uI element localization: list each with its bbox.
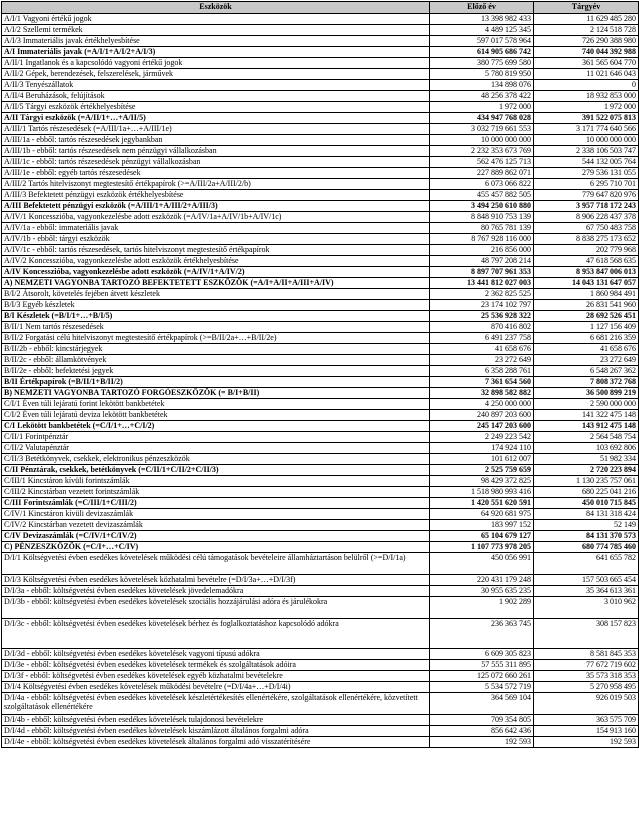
table-row [2,432,639,443]
row-previous-year-value: 216 856 000 [430,245,534,256]
row-label: A/III/1e - ebből: egyéb tartós részesedések [2,168,430,179]
table-row [2,344,639,355]
assets-table [1,1,639,748]
row-label: B/II/2 Forgatási célú hitelviszonyt megtestesítő értékpapírok (>=B/II/2a+…+B/II/2e) [2,333,430,344]
row-label: A/IV/1 Koncesszióba, vagyonkezelésbe adott eszközök (=A/IV/1a+A/IV/1b+A/IV/1c) [2,212,430,223]
row-previous-year-value: 2 362 825 525 [430,289,534,300]
row-label: B/II/2c - ebből: államkötvények [2,355,430,366]
row-previous-year-value: 23 272 649 [430,355,534,366]
row-label: C/II Pénztárak, csekkek, betétkönyvek (=C/II/1+C/II/2+C/II/3) [2,465,430,476]
row-current-year-value: 192 593 [534,737,639,748]
table-row [2,487,639,498]
table-row [2,597,639,619]
row-label: D/I/3e - ebből: költségvetési évben esedékes követelések termékek és szolgáltatások adóira [2,660,430,671]
row-label: C/II/2 Valutapénztár [2,443,430,454]
table-row [2,135,639,146]
row-current-year-value: 154 913 160 [534,726,639,737]
row-previous-year-value: 32 898 582 882 [430,388,534,399]
row-label: B/I/3 Egyéb készletek [2,300,430,311]
row-current-year-value: 8 581 845 353 [534,649,639,660]
row-label: A/IV/1c - ebből: tartós részesedések, tartós hitelviszonyt megtestesítő értékpapírok [2,245,430,256]
table-row [2,212,639,223]
row-label: D/I/4d - ebből: költségvetési évben esedékes követelések kiszámlázott általános forgalmi adóra [2,726,430,737]
row-current-year-value: 6 548 267 362 [534,366,639,377]
row-previous-year-value: 80 765 781 139 [430,223,534,234]
row-previous-year-value: 3 032 719 661 553 [430,124,534,135]
table-row [2,377,639,388]
row-label: A/III/1b - ebből: tartós részesedések nem pénzügyi vállalkozásban [2,146,430,157]
row-current-year-value: 202 779 968 [534,245,639,256]
row-previous-year-value: 364 569 104 [430,693,534,715]
table-row [2,157,639,168]
row-label: D/I/4b - ebből: költségvetési évben esedékes követelések tulajdonosi bevételekre [2,715,430,726]
table-row [2,69,639,80]
row-previous-year-value: 65 104 679 127 [430,531,534,542]
row-label: D/I/3 Költségvetési évben esedékes követelések közhatalmi bevételre (=D/I/3a+…+D/I/3f) [2,575,430,586]
row-previous-year-value: 30 955 635 235 [430,586,534,597]
row-label: A/IV/2 Koncesszióba, vagyonkezelésbe adott eszközök értékhelyesbítése [2,256,430,267]
row-previous-year-value: 6 491 237 758 [430,333,534,344]
row-current-year-value: 18 932 853 000 [534,91,639,102]
row-label: A) NEMZETI VAGYONBA TARTOZÓ BEFEKTETETT ESZKÖZÖK (=A/I+A/II+A/III+A/IV) [2,278,430,289]
table-row [2,102,639,113]
row-previous-year-value: 183 997 152 [430,520,534,531]
row-label: A/I/3 Immateriális javak értékhelyesbítése [2,36,430,47]
row-label: C/I Lekötött bankbetétek (=C/I/1+…+C/I/2) [2,421,430,432]
row-label: A/III/3 Befektetett pénzügyi eszközök értékhelyesbítése [2,190,430,201]
row-current-year-value: 143 912 475 148 [534,421,639,432]
row-current-year-value: 2 124 518 728 [534,25,639,36]
row-label: A/IV Koncesszióba, vagyonkezelésbe adott eszközök (=A/IV/1+A/IV/2) [2,267,430,278]
row-previous-year-value: 245 147 203 600 [430,421,534,432]
row-current-year-value: 2 564 548 754 [534,432,639,443]
table-row [2,586,639,597]
row-previous-year-value: 101 612 007 [430,454,534,465]
row-previous-year-value: 25 536 928 322 [430,311,534,322]
table-row [2,146,639,157]
row-previous-year-value: 709 354 805 [430,715,534,726]
row-current-year-value: 1 972 000 [534,102,639,113]
table-row [2,256,639,267]
row-current-year-value: 391 522 075 813 [534,113,639,124]
row-previous-year-value: 240 897 203 600 [430,410,534,421]
row-previous-year-value: 2 525 759 659 [430,465,534,476]
table-row [2,322,639,333]
table-row [2,58,639,69]
row-current-year-value: 36 500 899 219 [534,388,639,399]
table-row [2,36,639,47]
table-row [2,726,639,737]
table-row [2,14,639,25]
row-previous-year-value: 6 073 066 822 [430,179,534,190]
row-current-year-value: 35 364 613 361 [534,586,639,597]
row-label: B/I/2 Átsorolt, követelés fejében átvett készletek [2,289,430,300]
table-row [2,223,639,234]
row-label: C/III/2 Kincstárban vezetett forintszámlák [2,487,430,498]
row-previous-year-value: 6 609 305 823 [430,649,534,660]
row-current-year-value: 740 044 392 988 [534,47,639,58]
row-current-year-value: 51 982 334 [534,454,639,465]
row-current-year-value: 141 322 475 148 [534,410,639,421]
row-current-year-value: 14 043 131 647 057 [534,278,639,289]
row-label: C) PÉNZESZKÖZÖK (=C/I+…+C/IV) [2,542,430,553]
row-previous-year-value: 7 361 654 560 [430,377,534,388]
row-current-year-value: 41 658 676 [534,344,639,355]
row-previous-year-value: 8 848 910 753 139 [430,212,534,223]
row-current-year-value: 28 692 526 451 [534,311,639,322]
row-previous-year-value: 870 416 802 [430,322,534,333]
table-row [2,693,639,715]
row-previous-year-value: 1 107 773 978 205 [430,542,534,553]
row-label: A/III/1 Tartós részesedések (=A/III/1a+…+A/III/1e) [2,124,430,135]
table-row [2,553,639,575]
row-previous-year-value: 8 767 928 116 000 [430,234,534,245]
row-label: C/II/1 Forintpénztár [2,432,430,443]
row-current-year-value: 3 957 718 172 243 [534,201,639,212]
row-previous-year-value: 192 593 [430,737,534,748]
header-row [2,2,639,14]
row-label: C/IV/2 Kincstárban vezetett devizaszámlák [2,520,430,531]
table-row [2,388,639,399]
row-current-year-value: 47 618 568 635 [534,256,639,267]
row-current-year-value: 3 171 774 640 566 [534,124,639,135]
row-previous-year-value: 13 441 812 027 003 [430,278,534,289]
row-previous-year-value: 174 924 110 [430,443,534,454]
row-previous-year-value: 98 429 372 825 [430,476,534,487]
row-label: A/I Immateriális javak (=A/I/1+A/I/2+A/I/3) [2,47,430,58]
row-current-year-value: 450 010 715 845 [534,498,639,509]
table-row [2,649,639,660]
table-body [2,14,639,748]
table-row [2,520,639,531]
table-row [2,168,639,179]
row-label: D/I/3c - ebből: költségvetési évben esedékes követelések bérhez és foglalkoztatáshoz kapcsolódó adókra [2,619,430,649]
row-previous-year-value: 41 658 676 [430,344,534,355]
row-current-year-value: 157 503 665 454 [534,575,639,586]
row-label: B/I Készletek (=B/I/1+…+B/I/5) [2,311,430,322]
row-current-year-value: 26 831 541 960 [534,300,639,311]
table-row [2,619,639,649]
row-label: A/II/3 Tenyészállatok [2,80,430,91]
row-current-year-value: 1 127 156 409 [534,322,639,333]
row-label: A/III Befektetett pénzügyi eszközök (=A/III/1+A/III/2+A/III/3) [2,201,430,212]
row-previous-year-value: 455 457 882 505 [430,190,534,201]
row-previous-year-value: 2 249 223 542 [430,432,534,443]
table-row [2,333,639,344]
table-row [2,355,639,366]
row-previous-year-value: 3 494 250 610 880 [430,201,534,212]
header-previous-year: Előző év [430,2,534,14]
row-label: C/III Forintszámlák (=C/III/1+C/III/2) [2,498,430,509]
row-current-year-value: 6 681 216 359 [534,333,639,344]
table-row [2,682,639,693]
table-row [2,245,639,256]
row-current-year-value: 1 860 984 491 [534,289,639,300]
row-current-year-value: 67 750 483 758 [534,223,639,234]
table-row [2,509,639,520]
row-current-year-value: 2 590 000 000 [534,399,639,410]
row-previous-year-value: 64 920 681 975 [430,509,534,520]
row-label: A/II/4 Beruházások, felújítások [2,91,430,102]
row-label: C/IV Devizaszámlák (=C/IV/1+C/IV/2) [2,531,430,542]
header-current-year: Tárgyév [534,2,639,14]
row-current-year-value: 680 225 041 216 [534,487,639,498]
row-label: D/I/4e - ebből: költségvetési évben esedékes követelések általános forgalmi adó visszatérítésére [2,737,430,748]
row-current-year-value: 35 573 318 353 [534,671,639,682]
row-label: A/I/2 Szellemi termékek [2,25,430,36]
table-row [2,289,639,300]
table-row [2,421,639,432]
table-row [2,737,639,748]
row-label: B/II/2e - ebből: befektetési jegyek [2,366,430,377]
row-current-year-value: 308 157 823 [534,619,639,649]
row-previous-year-value: 220 431 179 248 [430,575,534,586]
table-row [2,399,639,410]
row-label: C/I/1 Éven túli lejáratú forint lekötött bankbetétek [2,399,430,410]
row-previous-year-value: 1 518 980 993 416 [430,487,534,498]
table-row [2,234,639,245]
row-label: A/II/1 Ingatlanok és a kapcsolódó vagyoni értékű jogok [2,58,430,69]
table-row [2,311,639,322]
table-row [2,715,639,726]
row-label: A/III/1a - ebből: tartós részesedések jegybankban [2,135,430,146]
table-row [2,660,639,671]
row-current-year-value: 641 655 782 [534,553,639,575]
table-row [2,124,639,135]
row-label: D/I/3b - ebből: költségvetési évben esedékes követelések szociális hozzájárulási adóra és járulékokra [2,597,430,619]
row-current-year-value: 1 130 235 757 061 [534,476,639,487]
table-row [2,476,639,487]
table-row [2,267,639,278]
row-previous-year-value: 562 476 125 713 [430,157,534,168]
row-current-year-value: 0 [534,80,639,91]
row-label: A/II/2 Gépek, berendezések, felszerelések, járművek [2,69,430,80]
row-current-year-value: 5 270 958 495 [534,682,639,693]
row-current-year-value: 77 672 719 602 [534,660,639,671]
row-previous-year-value: 450 056 991 [430,553,534,575]
row-current-year-value: 779 647 820 976 [534,190,639,201]
table-row [2,465,639,476]
table-row [2,179,639,190]
row-label: D/I/1 Költségvetési évben esedékes követelések működési célú támogatások bevételeire államháztartáson belülről (>=D/I/1a) [2,553,430,575]
row-label: A/IV/1a - ebből: immateriális javak [2,223,430,234]
table-row [2,91,639,102]
table-row [2,113,639,124]
row-current-year-value: 544 132 005 764 [534,157,639,168]
row-current-year-value: 6 295 710 701 [534,179,639,190]
row-current-year-value: 11 629 485 280 [534,14,639,25]
row-label: A/III/2 Tartós hitelviszonyt megtestesítő értékpapírok (>=A/III/2a+A/III/2/b) [2,179,430,190]
table-row [2,278,639,289]
row-previous-year-value: 13 398 982 433 [430,14,534,25]
row-label: A/II/5 Tárgyi eszközök értékhelyesbítése [2,102,430,113]
row-previous-year-value: 4 489 125 345 [430,25,534,36]
row-label: B/II/2b - ebből: kincstárjegyek [2,344,430,355]
row-label: C/IV/1 Kincstáron kívüli devizaszámlák [2,509,430,520]
row-current-year-value: 3 010 962 [534,597,639,619]
table-row [2,190,639,201]
row-label: A/II Tárgyi eszközök (=A/II/1+…+A/II/5) [2,113,430,124]
row-current-year-value: 8 838 275 173 652 [534,234,639,245]
row-previous-year-value: 2 232 353 673 769 [430,146,534,157]
row-previous-year-value: 236 363 745 [430,619,534,649]
row-current-year-value: 52 149 [534,520,639,531]
table-row [2,201,639,212]
row-previous-year-value: 57 555 311 895 [430,660,534,671]
table-row [2,454,639,465]
table-row [2,575,639,586]
table-row [2,366,639,377]
row-label: B) NEMZETI VAGYONBA TARTOZÓ FORGÓESZKÖZÖK (= B/I+B/II) [2,388,430,399]
row-previous-year-value: 1 902 289 [430,597,534,619]
row-current-year-value: 23 272 649 [534,355,639,366]
row-label: D/I/4a - ebből: költségvetési évben esedékes követelések készletértékesítés ellenértékére, szolgáltatások ellenértékére, közvetített szolgáltatások ellenértékére [2,693,430,715]
row-previous-year-value: 8 897 707 961 353 [430,267,534,278]
row-previous-year-value: 6 358 288 761 [430,366,534,377]
row-current-year-value: 279 536 131 055 [534,168,639,179]
table-row [2,47,639,58]
row-previous-year-value: 1 972 000 [430,102,534,113]
row-previous-year-value: 856 642 436 [430,726,534,737]
table-row [2,671,639,682]
row-previous-year-value: 380 775 699 580 [430,58,534,69]
row-current-year-value: 2 720 223 894 [534,465,639,476]
row-current-year-value: 8 953 847 006 013 [534,267,639,278]
row-previous-year-value: 10 000 000 000 [430,135,534,146]
row-previous-year-value: 227 889 862 071 [430,168,534,179]
row-current-year-value: 8 906 228 437 378 [534,212,639,223]
row-current-year-value: 361 565 604 770 [534,58,639,69]
row-current-year-value: 726 290 388 980 [534,36,639,47]
table-row [2,531,639,542]
row-label: D/I/3d - ebből: költségvetési évben esedékes követelések vagyoni típusú adókra [2,649,430,660]
table-header [2,2,639,14]
table-row [2,542,639,553]
row-previous-year-value: 597 017 578 964 [430,36,534,47]
row-current-year-value: 680 774 785 460 [534,542,639,553]
row-current-year-value: 84 131 318 424 [534,509,639,520]
row-current-year-value: 10 000 000 000 [534,135,639,146]
row-previous-year-value: 5 780 819 950 [430,69,534,80]
row-label: B/II Értékpapírok (=B/II/1+B/II/2) [2,377,430,388]
table-row [2,443,639,454]
row-current-year-value: 926 019 503 [534,693,639,715]
row-label: D/I/3a - ebből: költségvetési évben esedékes követelések jövedelemadókra [2,586,430,597]
row-previous-year-value: 434 947 768 028 [430,113,534,124]
row-label: C/III/1 Kincstáron kívüli forintszámlák [2,476,430,487]
row-previous-year-value: 48 256 378 422 [430,91,534,102]
row-label: D/I/4 Költségvetési évben esedékes követelések működési bevételre (=D/I/4a+…+D/I/4i) [2,682,430,693]
row-current-year-value: 363 575 709 [534,715,639,726]
table-row [2,25,639,36]
row-label: A/I/1 Vagyoni értékű jogok [2,14,430,25]
table-row [2,410,639,421]
table-row [2,80,639,91]
row-current-year-value: 103 692 806 [534,443,639,454]
row-label: B/II/1 Nem tartós részesedések [2,322,430,333]
row-previous-year-value: 48 797 208 214 [430,256,534,267]
row-previous-year-value: 4 250 000 000 [430,399,534,410]
row-previous-year-value: 1 420 551 620 591 [430,498,534,509]
row-label: A/IV/1b - ebből: tárgyi eszközök [2,234,430,245]
row-label: C/I/2 Éven túli lejáratú deviza lekötött bankbetétek [2,410,430,421]
row-label: D/I/3f - ebből: költségvetési évben esedékes követelések egyéb közhatalmi bevételekre [2,671,430,682]
row-current-year-value: 84 131 370 573 [534,531,639,542]
table-row [2,300,639,311]
row-current-year-value: 2 338 106 503 747 [534,146,639,157]
row-previous-year-value: 5 534 572 719 [430,682,534,693]
row-previous-year-value: 614 905 686 742 [430,47,534,58]
row-current-year-value: 11 021 646 043 [534,69,639,80]
row-previous-year-value: 134 898 076 [430,80,534,91]
row-label: A/III/1c - ebből: tartós részesedések pénzügyi vállalkozásban [2,157,430,168]
row-previous-year-value: 23 174 102 797 [430,300,534,311]
row-label: C/II/3 Betétkönyvek, csekkek, elektronikus pénzeszközök [2,454,430,465]
table-row [2,498,639,509]
header-assets: Eszközök [2,2,430,14]
row-previous-year-value: 125 072 660 261 [430,671,534,682]
row-current-year-value: 7 808 372 768 [534,377,639,388]
